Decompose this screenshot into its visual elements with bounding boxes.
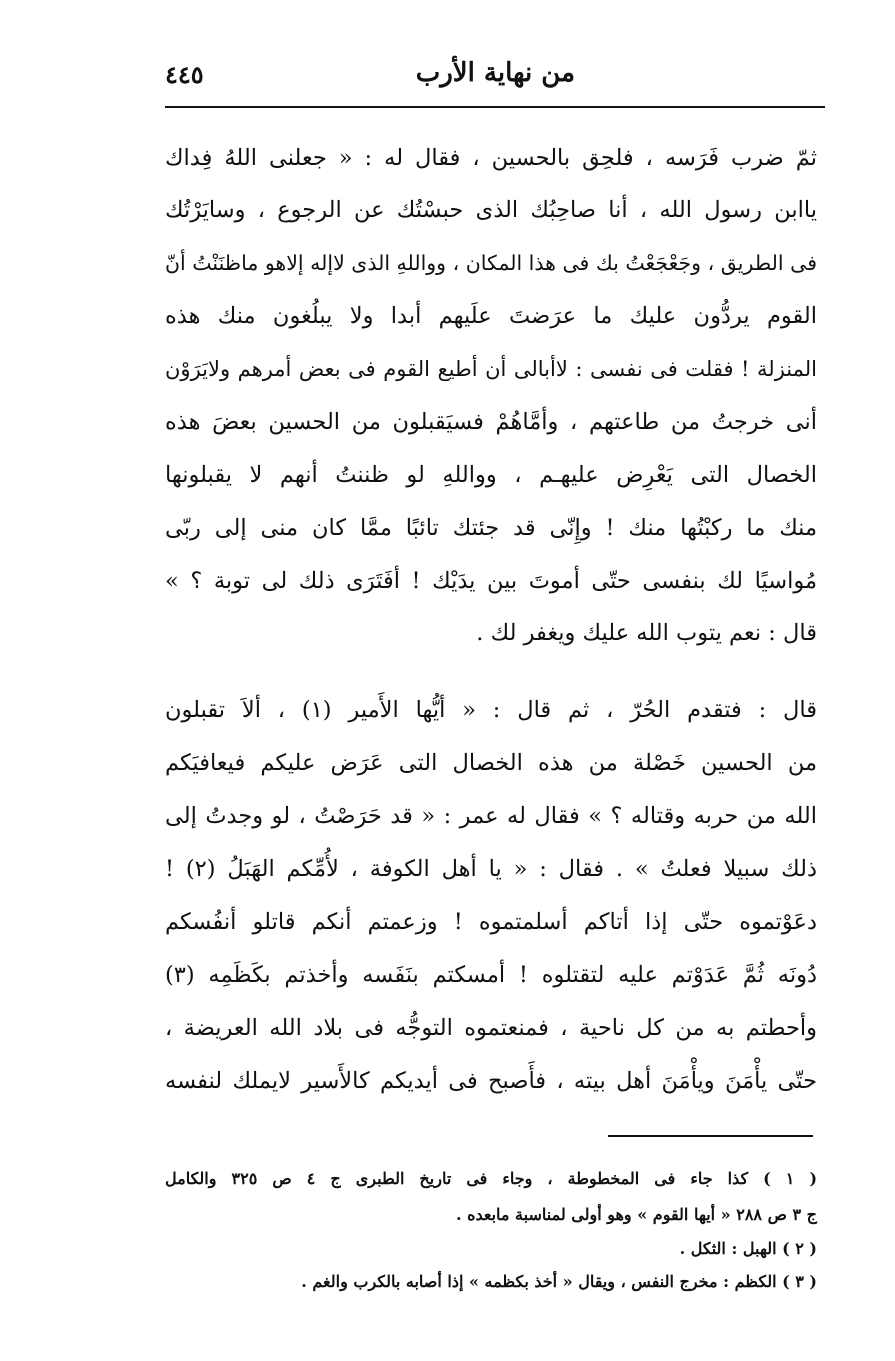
header-divider [165,106,825,108]
paragraph-1-line: القوم يردُّون عليك ما عرَضتَ علَيهم أبدا ولا يبلُغون منك هذه [165,303,817,329]
page-number: ٤٤٥ [165,60,204,89]
paragraph-1-line: ياابن رسول الله ، أنا صاحِبُك الذى حبسْتُك عن الرجوع ، وسايَرْتُك [165,197,817,223]
footnote-line: ( ٢ ) الهبل : الثكل . [679,1239,817,1258]
paragraph-1-line: قال : نعم يتوب الله عليك ويغفر لك . [476,620,817,646]
paragraph-2-line: من الحسين خَصْلة من هذه الخصال التى عَرَض عليكم فيعافيَكم [165,750,817,776]
running-title: من نهاية الأرب [415,58,575,88]
paragraph-2-line: ذلك سبيلا فعلتُ » . فقال : « يا أهل الكوفة ، لأُمِّكم الهَبَلُ (٢) ! [165,856,817,882]
footnote-divider [608,1135,813,1137]
footnote-line: ( ١ ) كذا جاء فى المخطوطة ، وجاء فى تاريخ الطبرى ج ٤ ص ٣٢٥ والكامل [165,1169,818,1188]
paragraph-1-line: ثمّ ضرب فَرَسه ، فلحِق بالحسين ، فقال له : « جعلنى اللهُ فِداك [165,145,817,171]
paragraph-1-line: فى الطريق ، وجَعْجَعْتُ بك فى هذا المكان ، وواللهِ الذى لاإله إلاهو ماظنَنْتُ أنّ [165,251,817,275]
paragraph-1-line: المنزلة ! فقلت فى نفسى : لاأبالى أن أطيع القوم فى بعض أمرهم ولايَرَوْن [165,357,817,381]
page-header [165,52,825,102]
paragraph-2-line: دعَوْتموه حتّى إذا أتاكم أسلمتموه ! وزعمتم أنكم قاتلو أنفُسكم [165,909,817,935]
paragraph-2-line: دُونَه ثُمَّ عَدَوْتم عليه لتقتلوه ! أمسكتم بنَفَسه وأخذتم بكَظَمِه (٣) [165,962,817,988]
paragraph-2-line: الله من حربه وقتاله ؟ » فقال له عمر : « قد حَرَصْتُ ، لو وجدتُ إلى [165,803,817,829]
footnote-line: ج ٣ ص ٢٨٨ « أيها القوم » وهو أولى لمناسبة مابعده . [455,1205,817,1224]
paragraph-2-line: وأحطتم به من كل ناحية ، فمنعتموه التوجُّه فى بلاد الله العريضة ، [165,1015,817,1041]
paragraph-2-line: قال : فتقدم الحُرّ ، ثم قال : « أيُّها الأَمير (١) ، ألاَ تقبلون [165,697,818,723]
paragraph-2-line: حتّى يأْمَنَ ويأْمَنَ أهل بيته ، فأَصبح فى أيديكم كالأَسير لايملك لنفسه [165,1068,817,1094]
footnote-line: ( ٣ ) الكظم : مخرج النفس ، ويقال « أخذ بكظمه » إذا أصابه بالكرب والغم . [301,1272,817,1291]
paragraph-1-line: أنى خرجتُ من طاعتهم ، وأمَّاهُمْ فسيَقبلون من الحسين بعضَ هذه [165,409,817,435]
paragraph-1-line: مُواسيًا لك بنفسى حتّى أموتَ بين يدَيْك ! أفَتَرَى ذلك لى توبة ؟ » [165,568,817,594]
paragraph-1-line: الخصال التى يَعْرِض عليهـم ، وواللهِ لو ظننتُ أنهم لا يقبلونها [165,462,817,488]
paragraph-1-line: منك ما ركبْتُها منك ! وإِنّى قد جئتك تائبًا ممَّا كان منى إلى ربّى [165,515,817,541]
